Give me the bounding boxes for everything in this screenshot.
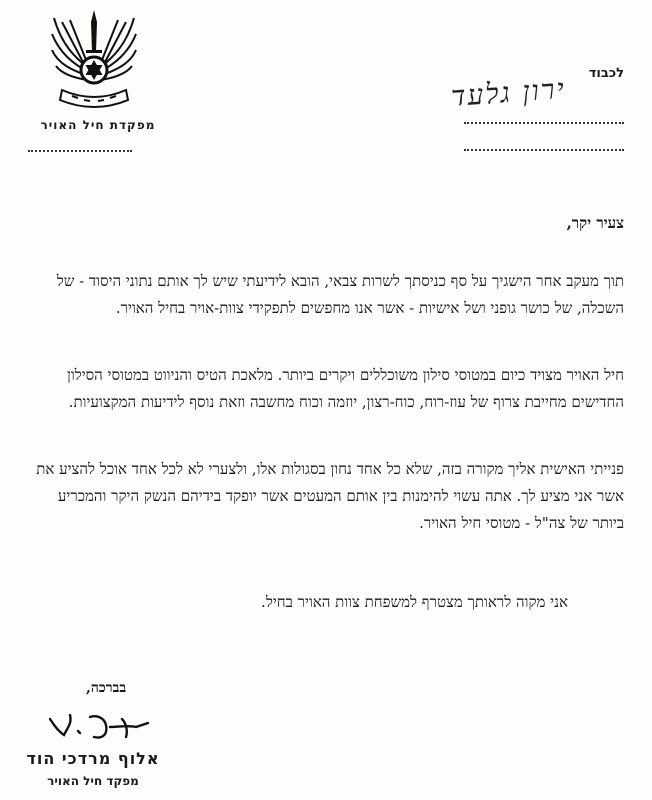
handwritten-signature [44, 705, 154, 749]
address-dotted-line [464, 149, 624, 151]
salutation: צעיר יקר, [566, 214, 624, 232]
letter-paragraph: תוך מעקב אחר הישגיך על סף כניסתך לשרות צבאי, הובא לידיעתי שיש לך אותם נתוני היסוד - של השכלה, של כושר גופני ושל אישיות - אשר אנו מחפשים לתפקידי צוות-אויר בחיל האויר. [56, 272, 624, 317]
signer-name: אלוף מרדכי הוד [26, 749, 160, 768]
hq-reference-dotted-line [28, 150, 132, 152]
addressee-handwritten-name: ירון גלעד [450, 72, 567, 113]
addressee-label: לכבוד [588, 66, 624, 81]
letter-paragraph: חיל האויר מצויד כיום במטוסי סילון משוכללים ויקרים ביותר. מלאכת הטיס והניווט במטוסי הסילון החדישים מחייבת צרוף של עוז-רוח, כוח-רצון, יוזמה וכוח מחשבה וזאת נוסף לידיעות המקצועיות. [67, 366, 624, 411]
signer-title: מפקד חיל האויר [47, 774, 139, 788]
hq-title: מפקדת חיל האויר [40, 118, 156, 132]
closing: בברכה, [86, 680, 127, 696]
israeli-air-force-emblem-icon [48, 8, 140, 110]
letter-paragraph: פנייתי האישית אליך מקורה בזה, שלא כל אחד נחון בסגולות אלו, ולצערי לא לכל אחד אוכל להציע את אשר אני מציע לך. אתה עשוי להימנות בין אותם המעטים אשר יופקד בידיהם הנשק היקר והמכריע ביותר של צה"ל - מטוסי חיל האויר. [36, 460, 624, 532]
letter-paragraph: אני מקוה לראותך מצטרף למשפחת צוות האויר בחיל. [261, 593, 568, 611]
address-dotted-line [464, 122, 624, 124]
